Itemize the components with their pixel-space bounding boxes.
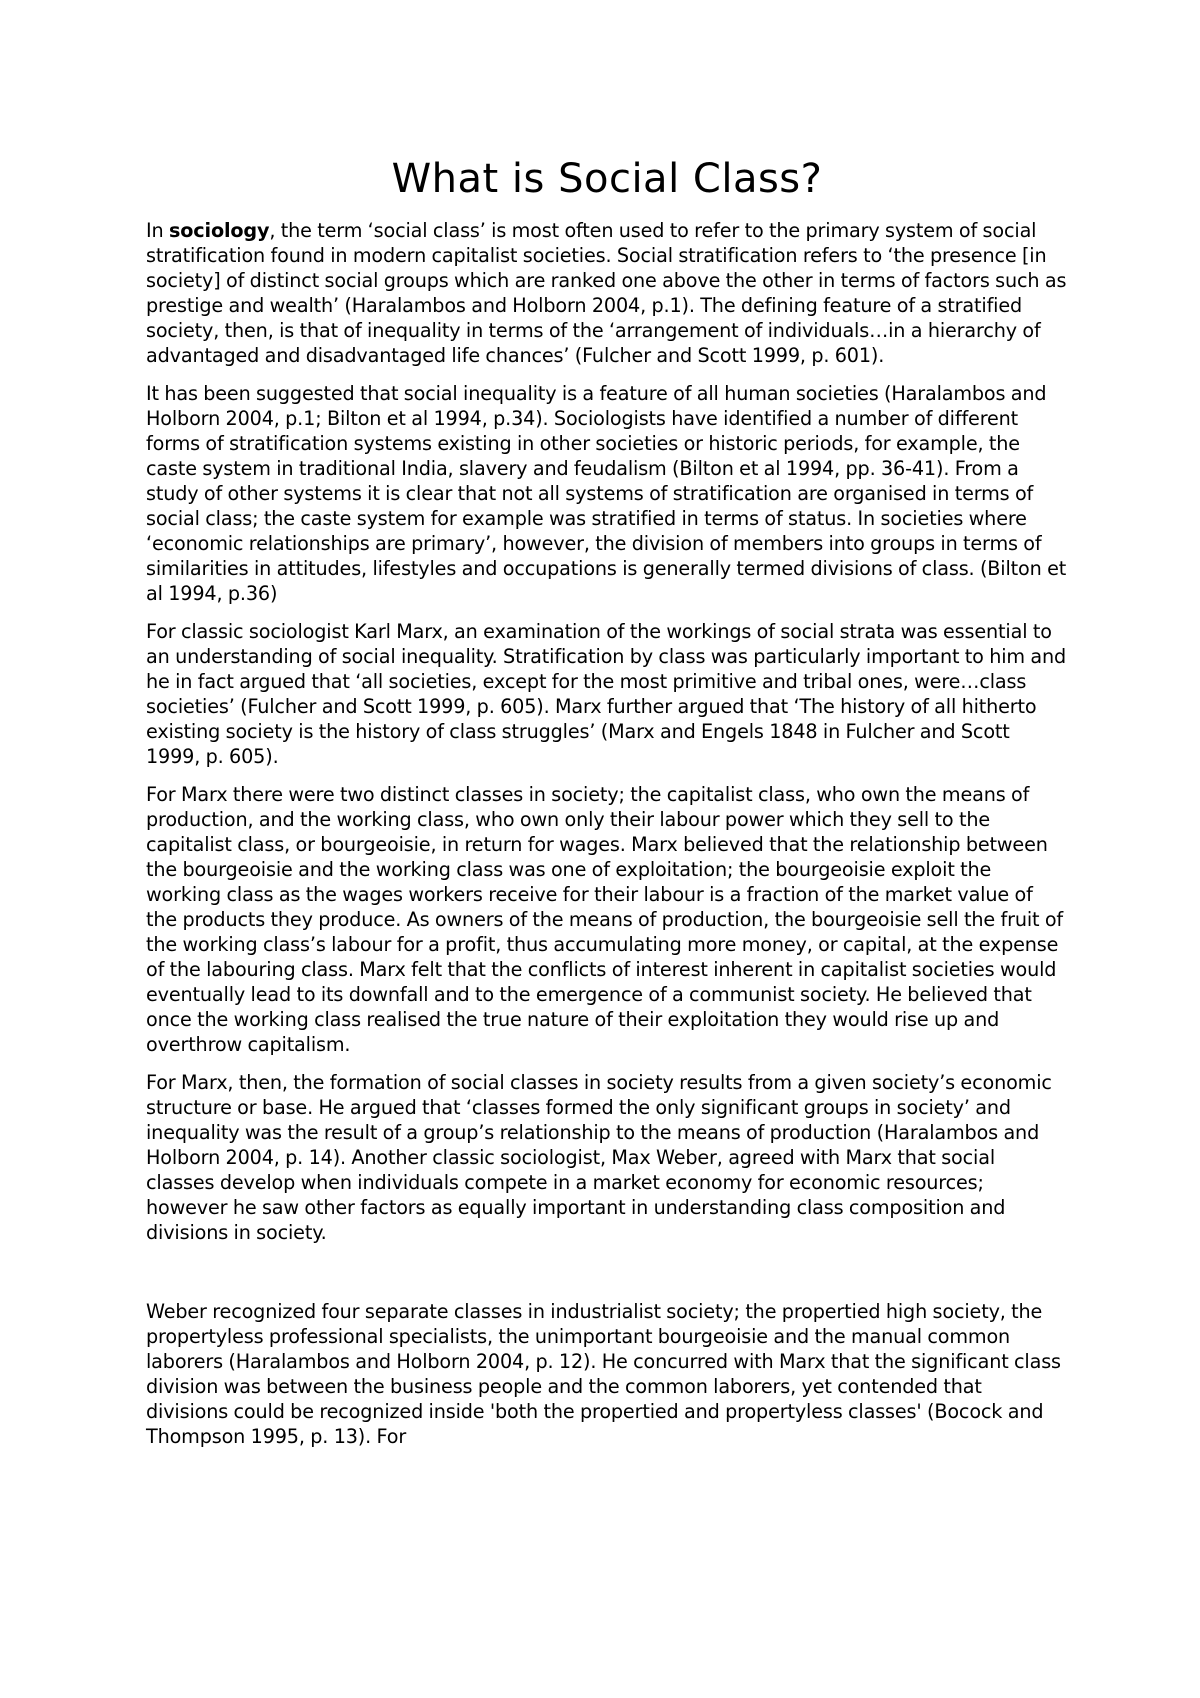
paragraph-karl-marx: For classic sociologist Karl Marx, an examination of the workings of social strata was essential to an understanding of social inequality. Stratification by class was particularly important to him and he in fact argued that ‘all societies, except for the most primitive and tribal ones, were…class societies’ (Fulcher and Scott 1999, p. 605). Marx further argued that ‘The history of all hitherto existing society is the history of class struggles’ (Marx and Engels 1848 in Fulcher and Scott 1999, p. 605).: [146, 620, 1067, 768]
document-body: [146, 150, 1068, 1462]
paragraph-intro-lead: In: [146, 219, 169, 242]
paragraph-weber-classes: Weber recognized four separate classes in industrialist society; the propertied high society, the propertyless professional specialists, the unimportant bourgeoisie and the manual common laborers (Haralambos and Holborn 2004, p. 12). He concurred with Marx that the significant class division was between the business people and the common laborers, yet contended that divisions could be recognized inside 'both the propertied and propertyless classes' (Bocock and Thompson 1995, p. 13). For: [146, 1300, 1061, 1448]
paragraph-intro: [146, 218, 1068, 368]
bold-term-sociology: sociology: [168, 219, 270, 242]
paragraph-economic-structure: For Marx, then, the formation of social classes in society results from a given society’s economic structure or base. He argued that ‘classes formed the only significant groups in society’ and inequality was the result of a group’s relationship to the means of production (Haralambos and Holborn 2004, p. 14). Another classic sociologist, Max Weber, agreed with Marx that social classes develop when individuals compete in a market economy for economic resources; however he saw other factors as equally important in understanding class composition and divisions in society.: [146, 1071, 1052, 1244]
paragraph-two-classes: For Marx there were two distinct classes in society; the capitalist class, who own the means of production, and the working class, who own only their labour power which they sell to the capitalist class, or bourgeoisie, in return for wages. Marx believed that the relationship between the bourgeoisie and the working class was one of exploitation; the bourgeoisie exploit the working class as the wages workers receive for their labour is a fraction of the market value of the products they produce. As owners of the means of production, the bourgeoisie sell the fruit of the working class’s labour for a profit, thus accumulating more money, or capital, at the expense of the labouring class. Marx felt that the conflicts of interest inherent in capitalist societies would eventually lead to its downfall and to the emergence of a communist society. He believed that once the working class realised the true nature of their exploitation they would rise up and overthrow capitalism.: [146, 783, 1064, 1056]
paragraph-intro-rest: , the term ‘social class’ is most often used to refer to the primary system of social stratification found in modern capitalist societies. Social stratification refers to ‘the presence [in society] of distinct social groups which are ranked one above the other in terms of factors such as prestige and wealth’ (Haralambos and Holborn 2004, p.1). The defining feature of a stratified society, then, is that of inequality in terms of the ‘arrangement of individuals…in a hierarchy of advantaged and disadvantaged life chances’ (Fulcher and Scott 1999, p. 601).: [146, 219, 1067, 367]
paragraph-social-inequality: It has been suggested that social inequality is a feature of all human societies (Haralambos and Holborn 2004, p.1; Bilton et al 1994, p.34). Sociologists have identified a number of different forms of stratification systems existing in other societies or historic periods, for example, the caste system in traditional India, slavery and feudalism (Bilton et al 1994, pp. 36-41). From a study of other systems it is clear that not all systems of stratification are organised in terms of social class; the caste system for example was stratified in terms of status. In societies where ‘economic relationships are primary’, however, the division of members into groups in terms of similarities in attitudes, lifestyles and occupations is generally termed divisions of class. (Bilton et al 1994, p.36): [146, 382, 1067, 605]
page-title: What is Social Class?: [391, 156, 823, 202]
